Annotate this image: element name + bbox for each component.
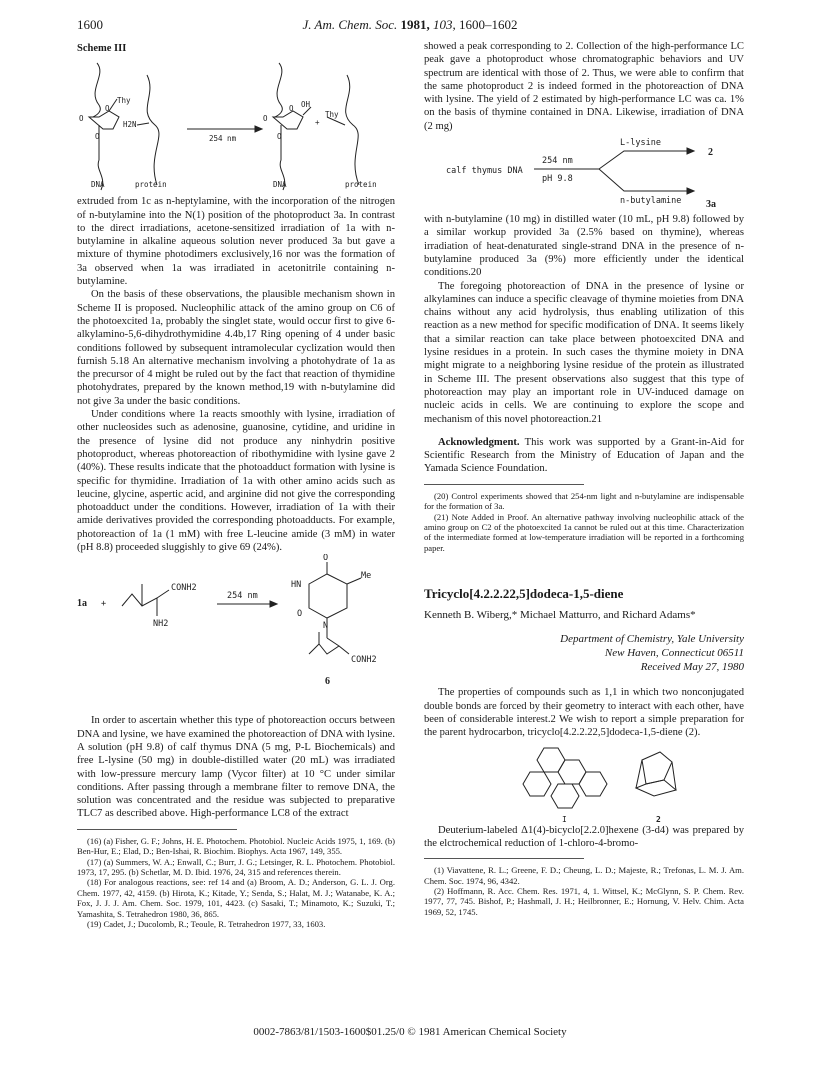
dna-reaction-scheme (424, 133, 744, 213)
scheme-h2n-label: H2N (123, 120, 137, 130)
scheme-protein-left: protein (135, 180, 167, 190)
footnote-rule (424, 484, 584, 485)
body-paragraph: with n-butylamine (10 mg) in distilled water (10 mL, pH 9.8) followed by a similar workup provided 3a (2.5% based on thymine), whereas irradiation of heat-denaturated single-strand DNA in the presence of n-butylamine produced 3a (9%) more efficiently under the identical conditions.20 (424, 214, 744, 279)
footnote-rule (424, 858, 584, 859)
body-paragraph: extruded from 1c as n-heptylamine, with the incorporation of the nitrogen of n-butylamine into the N(1) position of the photoproduct 3a. In contrast to the direct irradiations, acetone-sensitized irradiation of 1a with n-butylamine in alkaline aqueous solution never produced 3a but gave a mixture of thymine photodimers exclusively,16 nor was the formation of 3a observed when 1a was irradiated in acetonitrile containing n-butylamine. (77, 196, 395, 288)
journal-volume: 103, (432, 17, 456, 32)
article-authors: Kenneth B. Wiberg,* Michael Matturro, and Richard Adams* (424, 609, 696, 622)
scheme-iii-title: Scheme III (77, 43, 127, 54)
scheme-o-label: O (289, 104, 294, 114)
acknowledgment-text: This work was supported by a Grant-in-Aid for Scientific Research from the Ministry of Education of Japan and the Yamada Science Foundation. (424, 436, 744, 475)
journal-pages: 1600–1602 (458, 17, 518, 32)
scheme-thy-label-2: Thy (325, 110, 339, 120)
body-paragraph: The properties of compounds such as 1,1 in which two nonconjugated double bonds are forced by their geometry to interact with each other, have been of considerable interest.2 We wish to report a simple preparation for the parent hydrocarbon, tricyclo[4.2.2.22,5]dodeca-1,5-diene (2). (424, 687, 744, 739)
conh2-label: CONH2 (171, 583, 197, 594)
journal-abbr: J. Am. Chem. Soc. (302, 17, 398, 32)
scheme-o-label: O (277, 132, 282, 142)
cond-bottom: pH 9.8 (542, 174, 573, 185)
body-paragraph: The foregoing photoreaction of DNA in the presence of lysine or alkylamines can induce a specific cleavage of thymine moieties from DNA chains without any acid hydrolysis, thus enabling utilization of this reaction as a new method for specific modification of DNA. It seems likely that a similar reaction can take place between photoexcited DNA and lysine residues in a protein. In such cases the thymine moiety in DNA might migrate to a neighboring lysine residue of the protein as illustrated in Scheme III. The present observations also suggest that this type of photoreaction may play an important role in UV-induced damage on nucleic acids in cells. We are continuing to explore the scope and mechanism of this novel photoreaction.21 (424, 280, 744, 425)
n-label: N (323, 621, 329, 632)
acknowledgment-label: Acknowledgment. (438, 436, 520, 448)
footnote: (21) Note Added in Proof. An alternative pathway involving nucleophilic attack of the amino group on C2 of the photoexcited 1a cannot be ruled out at this time. Characterization of the intermediate formed at low-temperature irradiation will be reported in a forthcoming paper. (424, 511, 744, 553)
footnote: (2) Hoffmann, R. Acc. Chem. Res. 1971, 4, 1. Wittsel, K.; McGlynn, S. P. Chem. Rev. 1977, 77, 745. Bishof, P.; Hashmall, J. H.; Heilbronner, E.; Hornung, V. Helv. Chim. Acta 1969, 52, 1745. (424, 886, 744, 917)
scheme-dna-left: DNA (91, 180, 105, 190)
product-label: 6 (325, 676, 330, 688)
affiliation-line-2: New Haven, Connecticut 06511 (604, 647, 744, 660)
structures-figure (424, 740, 744, 824)
footnote: (17) (a) Summers, W. A.; Enwall, C.; Burr, J. G.; Letsinger, R. L. Photochem. Photobiol. 1973, 17, 295. (b) Schetlar, M. D. Ibid. 1976, 24, 315 and references therein. (77, 856, 395, 877)
oxygen-top: O (323, 554, 329, 564)
scheme-oh-label: OH (301, 100, 311, 110)
lower-reagent: n-butylamine (620, 196, 682, 207)
leucine-amide-scheme (77, 554, 395, 714)
body-paragraph: In order to ascertain whether this type of photoreaction occurs between DNA and lysine, we have examined the photoreaction of DNA with lysine. A solution (pH 9.8) of calf thymus DNA (5 mg, P-L Biochemicals) and free L-lysine (50 mg) in double-distilled water (20 mL) was irradiated with low-pressure mercury lamp (Vycor filter) at 10 °C under similar conditions. After passing through a membrane filter to remove DNA, the solution was concentrated and the residue was subjected to preparative TLC7 as described above. High-performance LC8 of the extract (77, 715, 395, 820)
acknowledgment (424, 436, 744, 476)
footnote-rule (77, 829, 237, 830)
body-paragraph: On the basis of these observations, the plausible mechanism shown in Scheme II is proposed. Nucleophilic attack of the amino group on C6 of the photoexcited 1a, probably the singlet state, would occur first to give 6-alkylamino-5,6-dihydrothymidine 4.4b,17 Ring opening of 4 under basic conditions followed by subsequent intramolecular cyclization would then furnish 5.18 An alternative mechanism involving a photohydrate of 1a as the precursor of 4 might be ruled out by the fact that reaction of thymidine photohydrates, prepared by the known method,19 with n-butylamine did not give 3a under the basic conditions. (77, 289, 395, 407)
scheme-plus: + (315, 118, 320, 128)
journal-year: 1981, (400, 17, 430, 32)
footnote: (19) Cadet, J.; Ducolomb, R.; Teoule, R. Tetrahedron 1977, 33, 1603. (87, 918, 326, 929)
scheme-o-label: O (105, 104, 110, 114)
arrow-label: 254 nm (227, 591, 258, 602)
scheme-iii-figure (77, 55, 395, 195)
footnote: (1) Viavattene, R. L.; Greene, F. D.; Cheung, L. D.; Majeste, R.; Trefonas, L. M. J. Am. Chem. Soc. 1974, 96, 4342. (424, 865, 744, 886)
scheme-o-label: O (79, 114, 84, 124)
nh2-label: NH2 (153, 619, 169, 630)
body-paragraph: showed a peak corresponding to 2. Collection of the high-performance LC peak gave a photoproduct whose chromatographic behaviors and UV spectrum are identical with those of 2. Thus, we were able to confirm that the same photoproduct 2 is indeed formed in the photoreaction of DNA with lysine. The yield of 2 estimated by high-performance LC was ca. 1% on the basis of thymine contained in DNA. Likewise, irradiation of DNA (2 mg) (424, 41, 744, 132)
body-paragraph: Under conditions where 1a reacts smoothly with lysine, irradiation of other nucleosides such as adenosine, guanosine, cytidine, and uridine in the presence of lysine did not produce any ninhydrin positive photoproduct, whereas photoreaction of ribothymidine with lysine gave 2 (40%). These results indicate that the photoadduct formation with lysine is specific for thymidine. Irradiation of 1a with other amino acids such as leucine, glycine, aspertic acid, and arginine did not give the corresponding photoadduct under the conditions. However, irradiation of 1a with their amide derivatives provided the corresponding photoadducts. For example, photoreaction of 1a (1 mM) with free L-leucine amide (3 mM) in water (pH 8.8) proceeded sluggishly to give 69 (24%). (77, 409, 395, 554)
scheme-protein-right: protein (345, 180, 377, 190)
scheme-o-label: O (95, 132, 100, 142)
body-paragraph: Deuterium-labeled Δ1(4)-bicyclo[2.2.0]hexene (3-d4) was prepared by the elctrochemical reduction of 1-chloro-4-bromo- (424, 824, 744, 849)
scheme-plus: + (101, 599, 107, 610)
page-number: 1600 (77, 17, 103, 32)
footnote: (16) (a) Fisher, G. F.; Johns, H. E. Photochem. Photobiol. Nucleic Acids 1975, 1, 169. (b) Ben-Hur, E.; Elad, D.; Ben-Ishai, R. Biochim. Biophys. Acta 1967, 149, 355. (77, 835, 395, 857)
running-header (77, 17, 743, 35)
affiliation-line-1: Department of Chemistry, Yale University (560, 633, 744, 646)
received-date: Received May 27, 1980 (640, 661, 744, 674)
scheme-thy-label: Thy (117, 96, 131, 106)
footnote: (18) For analogous reactions, see: ref 14 and (a) Broom, A. D.; Anderson, G. L. J. Org. Chem. 1977, 42, 4159. (b) Hirota, K.; Kitade, Y.; Senda, S.; Halat, M. J.; Watanabe, K. A.; Fox, J. J. J. Am. Chem. Soc. 1979, 101, 4423. (c) Sasaki, T.; Minamoto, K.; Suzuki, T.; Yamashita, S. Tetrahedron 1980, 36, 865. (77, 877, 395, 919)
reactant-label: 1a (77, 598, 87, 610)
oxygen-side: O (297, 609, 303, 620)
page-footer: 0002-7863/81/1503-1600$01.25/0 © 1981 American Chemical Society (253, 1026, 567, 1038)
scheme-dna-right: DNA (273, 180, 287, 190)
scheme-o-label: O (263, 114, 268, 124)
upper-product: 2 (708, 147, 713, 159)
cond-top: 254 nm (542, 156, 573, 167)
article-title: Tricyclo[4.2.2.22,5]dodeca-1,5-diene (424, 586, 624, 602)
conh2-product-label: CONH2 (351, 655, 377, 666)
dna-start: calf thymus DNA (446, 166, 523, 177)
hn-label: HN (291, 580, 302, 591)
footnote: (20) Control experiments showed that 254-nm light and n-butylamine are indispensable for the formation of 3a. (424, 490, 744, 512)
right-column (424, 40, 744, 917)
upper-reagent: L-lysine (620, 138, 661, 149)
structure-label-1: I (562, 814, 567, 824)
lower-product: 3a (706, 199, 716, 211)
left-column (77, 40, 395, 929)
journal-citation (77, 17, 743, 33)
me-label: Me (361, 571, 372, 582)
scheme-arrow-label: 254 nm (209, 134, 237, 144)
structure-label-2: 2 (656, 814, 661, 824)
